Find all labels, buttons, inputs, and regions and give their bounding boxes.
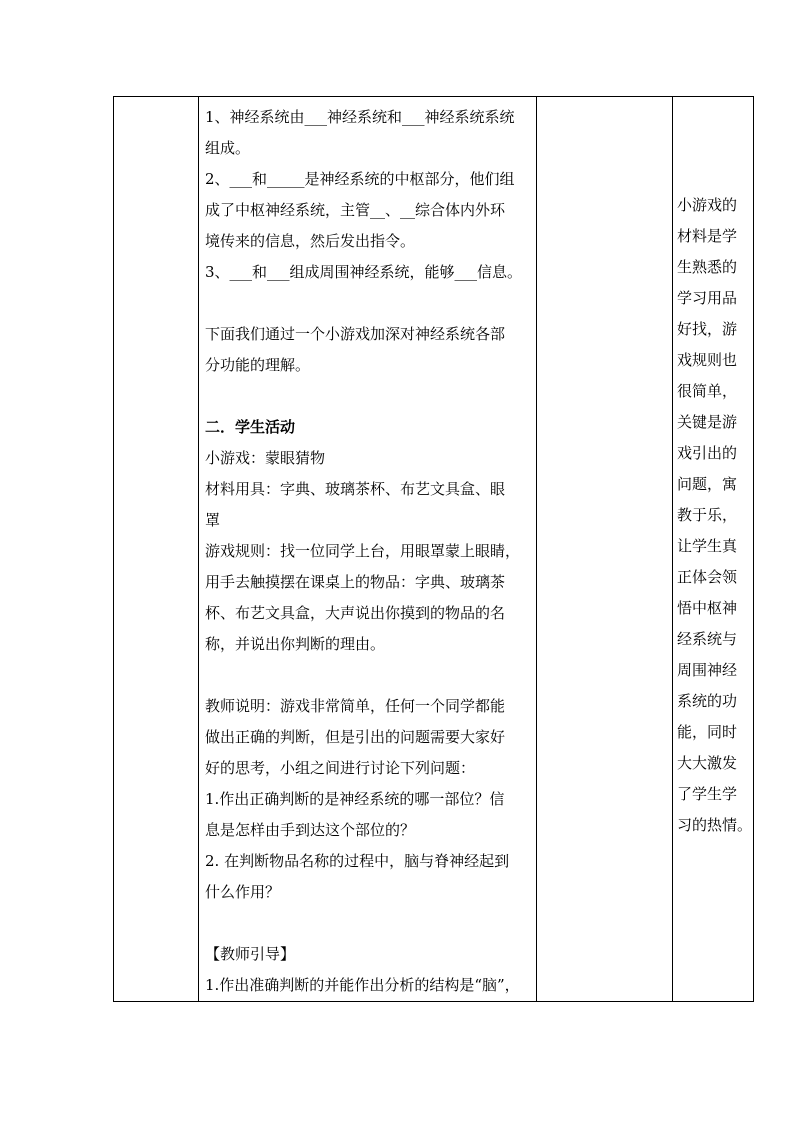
question-line: 境传来的信息，然后发出指令。	[205, 232, 416, 250]
discussion-question: 1.作出正确判断的是神经系统的哪一部位？信	[205, 790, 505, 808]
design-note-line: 经系统与	[677, 630, 738, 648]
design-note-line: 学习用品	[677, 289, 738, 307]
teacher-note-line: 好的思考，小组之间进行讨论下列问题：	[205, 759, 476, 777]
rules-line: 称，并说出你判断的理由。	[205, 635, 386, 653]
design-note-line: 材料是学	[677, 227, 738, 245]
design-note-line: 教于乐，	[677, 506, 738, 524]
teacher-note-line: 教师说明：游戏非常简单，任何一个同学都能	[205, 697, 506, 715]
design-note-line: 周围神经	[677, 661, 738, 679]
design-note-line: 戏规则也	[677, 351, 738, 369]
materials-line: 罩	[205, 511, 221, 529]
design-note-line: 好找，游	[677, 320, 738, 338]
blank-line	[205, 908, 532, 939]
design-note-line: 关键是游	[677, 413, 738, 431]
teacher-note-line: 做出正确的判断，但是引出的问题需要大家好	[205, 728, 506, 746]
question-line: 成了中枢神经系统，主管__、__综合体内外环	[205, 201, 506, 219]
design-note-line: 悟中枢神	[677, 599, 738, 617]
design-note-line: 能，同时	[677, 723, 738, 741]
intro-line: 分功能的理解。	[205, 356, 311, 374]
question-line: 2、___和_____是神经系统的中枢部分，他们组	[205, 170, 515, 188]
design-note-line: 问题，寓	[677, 475, 738, 493]
design-note-line: 系统的功	[677, 692, 738, 710]
blank-cell-left	[114, 97, 199, 1002]
discussion-question: 息是怎样由手到达这个部位的？	[205, 821, 416, 839]
blank-line	[205, 288, 532, 319]
teaching-content-cell	[199, 97, 537, 1002]
design-note-line: 生熟悉的	[677, 258, 738, 276]
lesson-table	[113, 96, 754, 1002]
guidance-heading: 【教师引导】	[205, 945, 296, 963]
question-line: 1、神经系统由___神经系统和___神经系统系统	[205, 108, 515, 126]
guidance-line: 1.作出准确判断的并能作出分析的结构是“脑”，	[205, 976, 520, 994]
blank-line	[205, 660, 532, 691]
design-note-line: 正体会领	[677, 568, 738, 586]
question-line: 组成。	[205, 139, 251, 157]
design-note-line: 习的热情。	[677, 816, 753, 834]
question-line: 3、___和___组成周围神经系统，能够___信息。	[205, 263, 523, 281]
intro-line: 下面我们通过一个小游戏加深对神经系统各部	[205, 325, 506, 343]
design-note-line: 很简单，	[677, 382, 738, 400]
design-intent-cell	[673, 97, 754, 1002]
design-note-line: 让学生真	[677, 537, 738, 555]
blank-line	[205, 381, 532, 412]
discussion-question: 什么作用？	[205, 883, 281, 901]
materials-line: 材料用具：字典、玻璃茶杯、布艺文具盒、眼	[205, 480, 506, 498]
rules-line: 用手去触摸摆在课桌上的物品：字典、玻璃茶	[205, 573, 506, 591]
discussion-question: 2. 在判断物品名称的过程中，脑与脊神经起到	[205, 852, 510, 870]
rules-line: 游戏规则：找一位同学上台，用眼罩蒙上眼睛，	[205, 542, 521, 560]
table-row	[114, 97, 754, 1002]
blank-cell-activity	[537, 97, 673, 1002]
game-title: 小游戏：蒙眼猜物	[205, 449, 326, 467]
design-note-line: 戏引出的	[677, 444, 738, 462]
design-note-line: 小游戏的	[677, 196, 738, 214]
design-note-line: 了学生学	[677, 785, 738, 803]
rules-line: 杯、布艺文具盒，大声说出你摸到的物品的名	[205, 604, 506, 622]
section-heading: 二．学生活动	[205, 418, 296, 436]
design-note-line: 大大激发	[677, 754, 738, 772]
